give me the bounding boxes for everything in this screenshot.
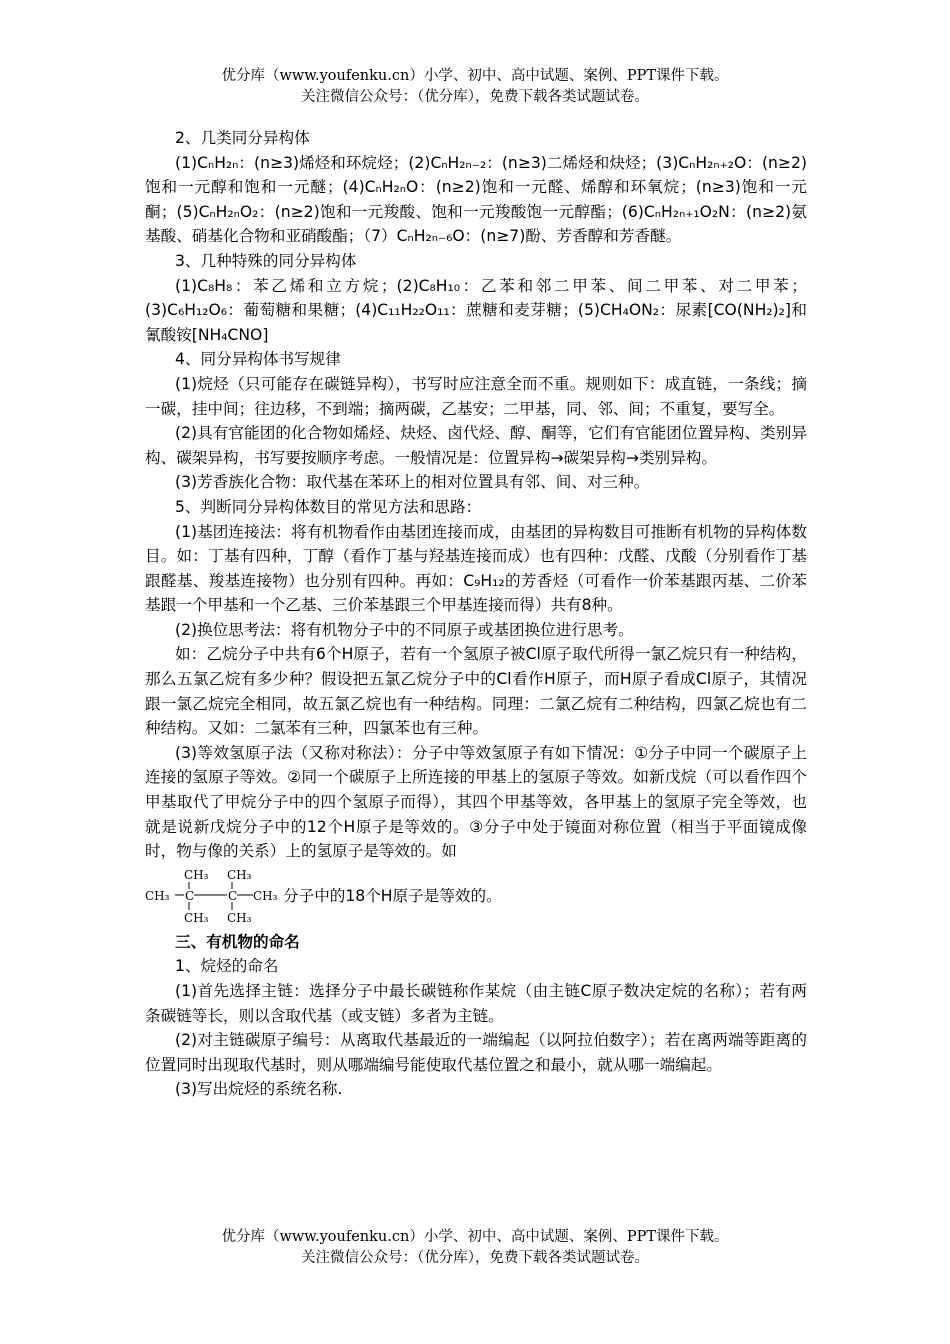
paragraph: (2)具有官能团的化合物如烯烃、炔烃、卤代烃、醇、酮等，它们有官能团位置异构、类别异构、碳架异构，书写要按顺序考虑。一般情况是：位置异构→碳架异构→类别异构。 xyxy=(145,424,807,467)
page-header xyxy=(0,66,950,108)
header-line-1: 优分库（www.youfenku.cn）小学、初中、高中试题、案例、PPT课件下载。 xyxy=(221,68,729,84)
molecule-line xyxy=(145,866,807,926)
section-heading: 2、几类同分异构体 xyxy=(175,129,310,147)
formula-label: CH₃ xyxy=(184,910,209,925)
formula-label: CH₃ xyxy=(184,867,209,882)
footer-line-1: 优分库（www.youfenku.cn）小学、初中、高中试题、案例、PPT课件下载。 xyxy=(221,1229,729,1245)
formula-label: CH₃ xyxy=(145,888,170,903)
structural-formula xyxy=(145,866,281,926)
paragraph: (2)对主链碳原子编号：从离取代基最近的一端编起（以阿拉伯数字）；若在离两端等距离的位置同时出现取代基时，则从哪端编号能使取代基位置之和最小，就从哪一端编起。 xyxy=(145,1031,807,1074)
paragraph: (1)CₙH₂ₙ：(n≥3)烯烃和环烷烃；(2)CₙH₂ₙ₋₂：(n≥3)二烯烃和炔烃；(3)CₙH₂ₙ₊₂O：(n≥2)饱和一元醇和饱和一元醚；(4)CₙH₂ₙO：(n≥2)饱和一元醛、烯醇和环氧烷；(n≥3)饱和一元酮；(5)CₙH₂ₙO₂：(n≥2)饱和一元羧酸、饱和一元羧酸饱一元醇酯；(6)CₙH₂ₙ₊₁O₂N：(n≥2)氨基酸、硝基化合物和亚硝酸酯；（7）CₙH₂ₙ₋₆O：(n≥7)酚、芳香醇和芳香醚。 xyxy=(145,153,807,246)
formula-label: C xyxy=(185,888,195,903)
paragraph: (2)换位思考法：将有机物分子中的不同原子或基团换位进行思考。 xyxy=(175,620,634,639)
formula-label: CH₃ xyxy=(227,867,252,882)
formula-label: CH₃ xyxy=(227,910,252,925)
footer-line-2: 关注微信公众号：（优分库），免费下载各类试题试卷。 xyxy=(301,1250,649,1266)
paragraph: 如：乙烷分子中共有6个H原子，若有一个氢原子被Cl原子取代所得一氯乙烷只有一种结构，那么五氯乙烷有多少种？假设把五氯乙烷分子中的Cl看作H原子，而H原子看成Cl原子，其情况跟一氯乙烷完全相同，故五氯乙烷也有一种结构。同理：二氯乙烷有二种结构，四氯乙烷也有二种结构。又如：二氯苯有三种，四氯苯也有三种。 xyxy=(145,645,807,738)
section-heading: 3、几种特殊的同分异构体 xyxy=(175,251,357,270)
section-heading: 4、同分异构体书写规律 xyxy=(175,350,341,369)
header-line-2: 关注微信公众号：（优分库），免费下载各类试题试卷。 xyxy=(301,89,649,105)
formula-label: C xyxy=(228,888,238,903)
paragraph: (3)写出烷烃的系统名称. xyxy=(175,1080,343,1099)
document-body xyxy=(145,126,807,1102)
section-heading: 1、烷烃的命名 xyxy=(175,957,279,976)
paragraph: (1)烷烃（只可能存在碳链异构），书写时应注意全而不重。规则如下：成直链，一条线；摘一碳，挂中间；往边移，不到端；摘两碳，乙基安；二甲基，同、邻、间；不重复，要写全。 xyxy=(145,374,807,418)
paragraph: (3)芳香族化合物：取代基在苯环上的相对位置具有邻、间、对三种。 xyxy=(175,473,650,492)
molecule-caption: 分子中的18个H原子是等效的。 xyxy=(283,886,502,905)
paragraph: (1)C₈H₈：苯乙烯和立方烷；(2)C₈H₁₀：乙苯和邻二甲苯、间二甲苯、对二甲苯；(3)C₆H₁₂O₆：葡萄糖和果糖；(4)C₁₁H₂₂O₁₁：蔗糖和麦芽糖；(5)CH₄ON₂：尿素[CO(NH₂)₂]和氰酸铵[NH₄CNO] xyxy=(145,276,807,344)
paragraph: (1)首先选择主链：选择分子中最长碳链称作某烷（由主链C原子数决定烷的名称）；若有两条碳链等长，则以含取代基（或支链）多者为主链。 xyxy=(145,982,807,1025)
paragraph: (1)基团连接法：将有机物看作由基团连接而成，由基团的异构数目可推断有机物的异构体数目。如：丁基有四种，丁醇（看作丁基与羟基连接而成）也有四种：戊醛、戊酸（分别看作丁基跟醛基、羧基连接物）也分别有四种。再如：C₉H₁₂的芳香烃（可看作一价苯基跟丙基、二价苯基跟一个甲基和一个乙基、三价苯基跟三个甲基连接而得）共有8种。 xyxy=(145,522,807,615)
section-heading: 5、判断同分异构体数目的常见方法和思路： xyxy=(175,497,482,516)
section-title: 三、有机物的命名 xyxy=(175,932,300,951)
formula-label: CH₃ xyxy=(253,888,278,903)
page-footer xyxy=(0,1227,950,1269)
paragraph: (3)等效氢原子法（又称对称法）：分子中等效氢原子有如下情况：①分子中同一个碳原子上连接的氢原子等效。②同一个碳原子上所连接的甲基上的氢原子等效。如新戊烷（可以看作四个甲基取代了甲烷分子中的四个氢原子而得），其四个甲基等效，各甲基上的氢原子完全等效，也就是说新戊烷分子中的12个H原子是等效的。③分子中处于镜面对称位置（相当于平面镜成像时，物与像的关系）上的氢原子是等效的。如 xyxy=(145,743,807,861)
